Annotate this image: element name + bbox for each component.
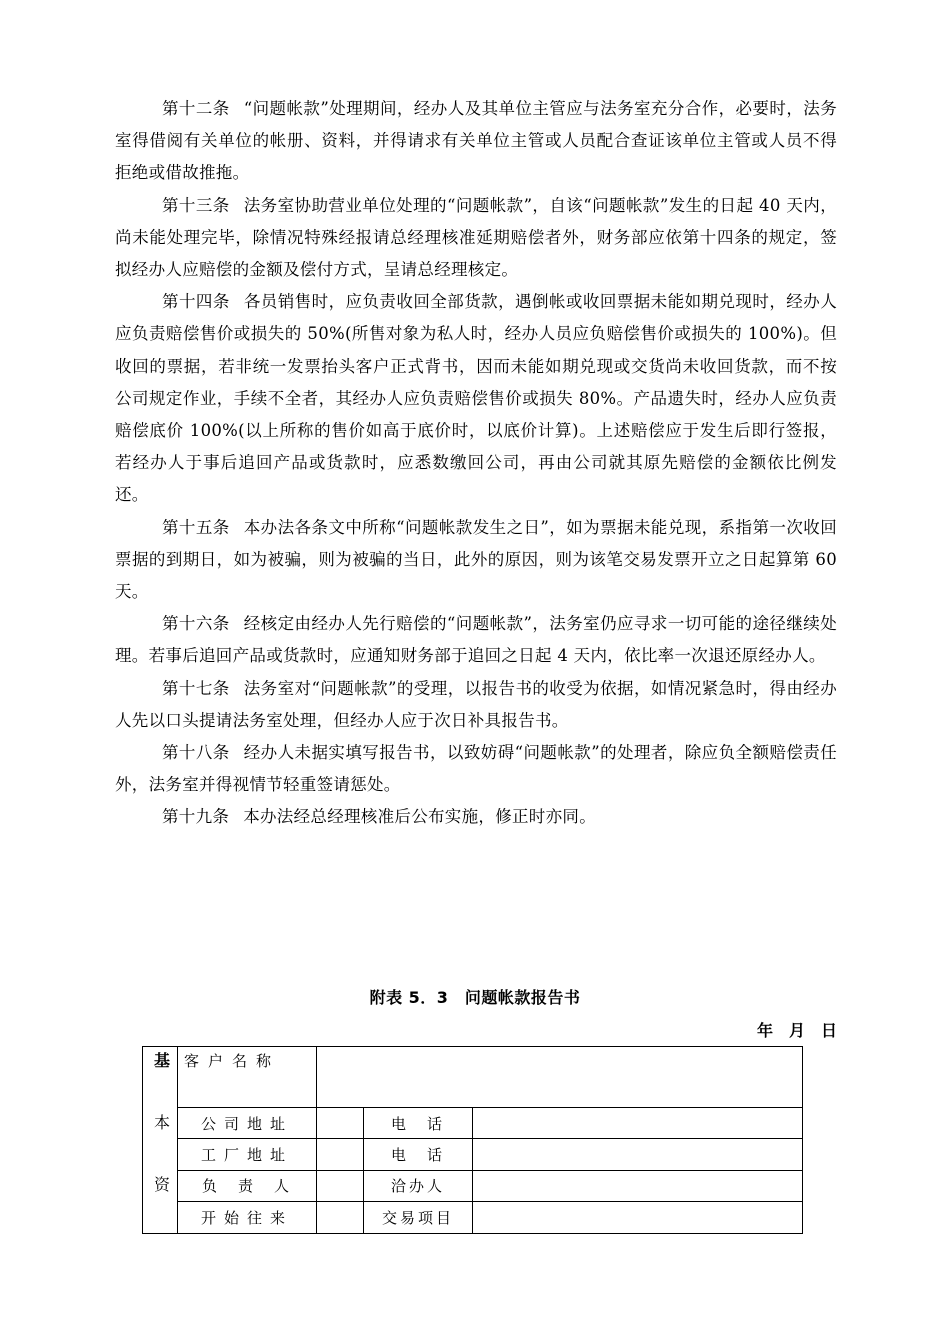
side-char: 基 xyxy=(153,1051,170,1070)
article-label: 第十六条 xyxy=(162,614,230,634)
start-date-value[interactable] xyxy=(317,1201,364,1233)
article-text: 各员销售时，应负责收回全部货款，遇倒帐或收回票据未能如期兑现时，经办人应负责赔偿售价或损失的 50%(所售对象为私人时，经办人员应负赔偿售价或损失的 100%)。但收回的票据，若非统一发票抬头客户正式背书，因而未能如期兑现或交货尚未收回货款，而不按公司规定作业，手续不全者，其经办人应负责赔偿售价或损失 80%。产品遗失时，经办人应负责赔偿底价 100%(以上所称的售价如高于底价时，以底价计算)。上述赔偿应于发生后即行签报，若经办人于事后追回产品或货款时，应悉数缴回公司，再由公司就其原先赔偿的金额依比例发还。 xyxy=(115,292,837,505)
article-text: “问题帐款”处理期间，经办人及其单位主管应与法务室充分合作，必要时，法务室得借阅有关单位的帐册、资料，并得请求有关单位主管或人员配合查证该单位主管或人员不得拒绝或借故推拖。 xyxy=(115,99,838,183)
article-text: 本办法各条文中所称“问题帐款发生之日”，如为票据未能兑现，系指第一次收回票据的到期日，如为被骗，则为被骗的当日，此外的原因，则为该笔交易发票开立之日起算第 60 天。 xyxy=(115,517,838,602)
appendix-title: 附表 5．3 问题帐款报告书 xyxy=(369,988,581,1007)
article-label: 第十四条 xyxy=(162,292,230,312)
article-label: 第十五条 xyxy=(162,517,230,537)
article-text: 法务室协助营业单位处理的“问题帐款”，自该“问题帐款”发生的日起 40 天内，尚未能处理完毕，除情况特殊经报请总经理核准延期赔偿者外，财务部应依第十四条的规定，签拟经办人应赔偿的金额及偿付方式，呈请总经理核定。 xyxy=(115,195,837,280)
person-in-charge-value[interactable] xyxy=(317,1170,364,1201)
article-12 xyxy=(115,93,837,190)
article-list xyxy=(115,93,837,834)
factory-phone-value[interactable] xyxy=(473,1139,803,1170)
row-label: 负 责 人 xyxy=(178,1170,317,1201)
report-table xyxy=(142,1046,803,1234)
article-16 xyxy=(115,608,837,672)
article-text: 经核定由经办人先行赔偿的“问题帐款”，法务室仍应寻求一切可能的途径继续处理。若事后追回产品或货款时，应通知财务部于追回之日起 4 天内，依比率一次退还原经办人。 xyxy=(115,614,838,666)
contact-person-value[interactable] xyxy=(473,1170,803,1201)
row-label: 公司地址 xyxy=(178,1108,317,1139)
row-label-2: 电 话 xyxy=(364,1139,473,1170)
row-label: 开始往来 xyxy=(178,1201,317,1233)
company-phone-value[interactable] xyxy=(473,1108,803,1139)
article-label: 第十九条 xyxy=(162,807,230,827)
article-text: 经办人未据实填写报告书，以致妨碍“问题帐款”的处理者，除应负全额赔偿责任外，法务室并得视情节轻重签请惩处。 xyxy=(115,743,838,795)
article-label: 第十七条 xyxy=(162,678,230,698)
transaction-item-value[interactable] xyxy=(473,1201,803,1233)
side-char: 资 xyxy=(153,1175,170,1194)
article-text: 本办法经总经理核准后公布实施，修正时亦同。 xyxy=(243,807,597,827)
article-17 xyxy=(115,673,837,737)
company-address-value[interactable] xyxy=(317,1108,364,1139)
article-text: 法务室对“问题帐款”的受理，以报告书的收受为依据，如情况紧急时，得由经办人先以口头提请法务室处理，但经办人应于次日补具报告书。 xyxy=(115,678,838,730)
article-label: 第十二条 xyxy=(162,99,230,118)
basic-info-side-label xyxy=(143,1047,178,1234)
customer-name-value[interactable] xyxy=(317,1047,803,1108)
article-label: 第十三条 xyxy=(162,195,230,215)
row-label-2: 洽办人 xyxy=(364,1170,473,1201)
row-label-2: 电 话 xyxy=(364,1108,473,1139)
side-char: 本 xyxy=(153,1113,170,1132)
row-label: 工厂地址 xyxy=(178,1139,317,1170)
article-label: 第十八条 xyxy=(162,743,230,763)
date-line: 年 月 日 xyxy=(756,1021,837,1040)
article-13 xyxy=(115,190,837,287)
article-14 xyxy=(115,286,837,511)
article-19 xyxy=(115,801,837,833)
factory-address-value[interactable] xyxy=(317,1139,364,1170)
article-15 xyxy=(115,512,837,609)
article-18 xyxy=(115,737,837,801)
row-label-2: 交易项目 xyxy=(364,1201,473,1233)
customer-name-label: 客户名称 xyxy=(178,1047,317,1108)
